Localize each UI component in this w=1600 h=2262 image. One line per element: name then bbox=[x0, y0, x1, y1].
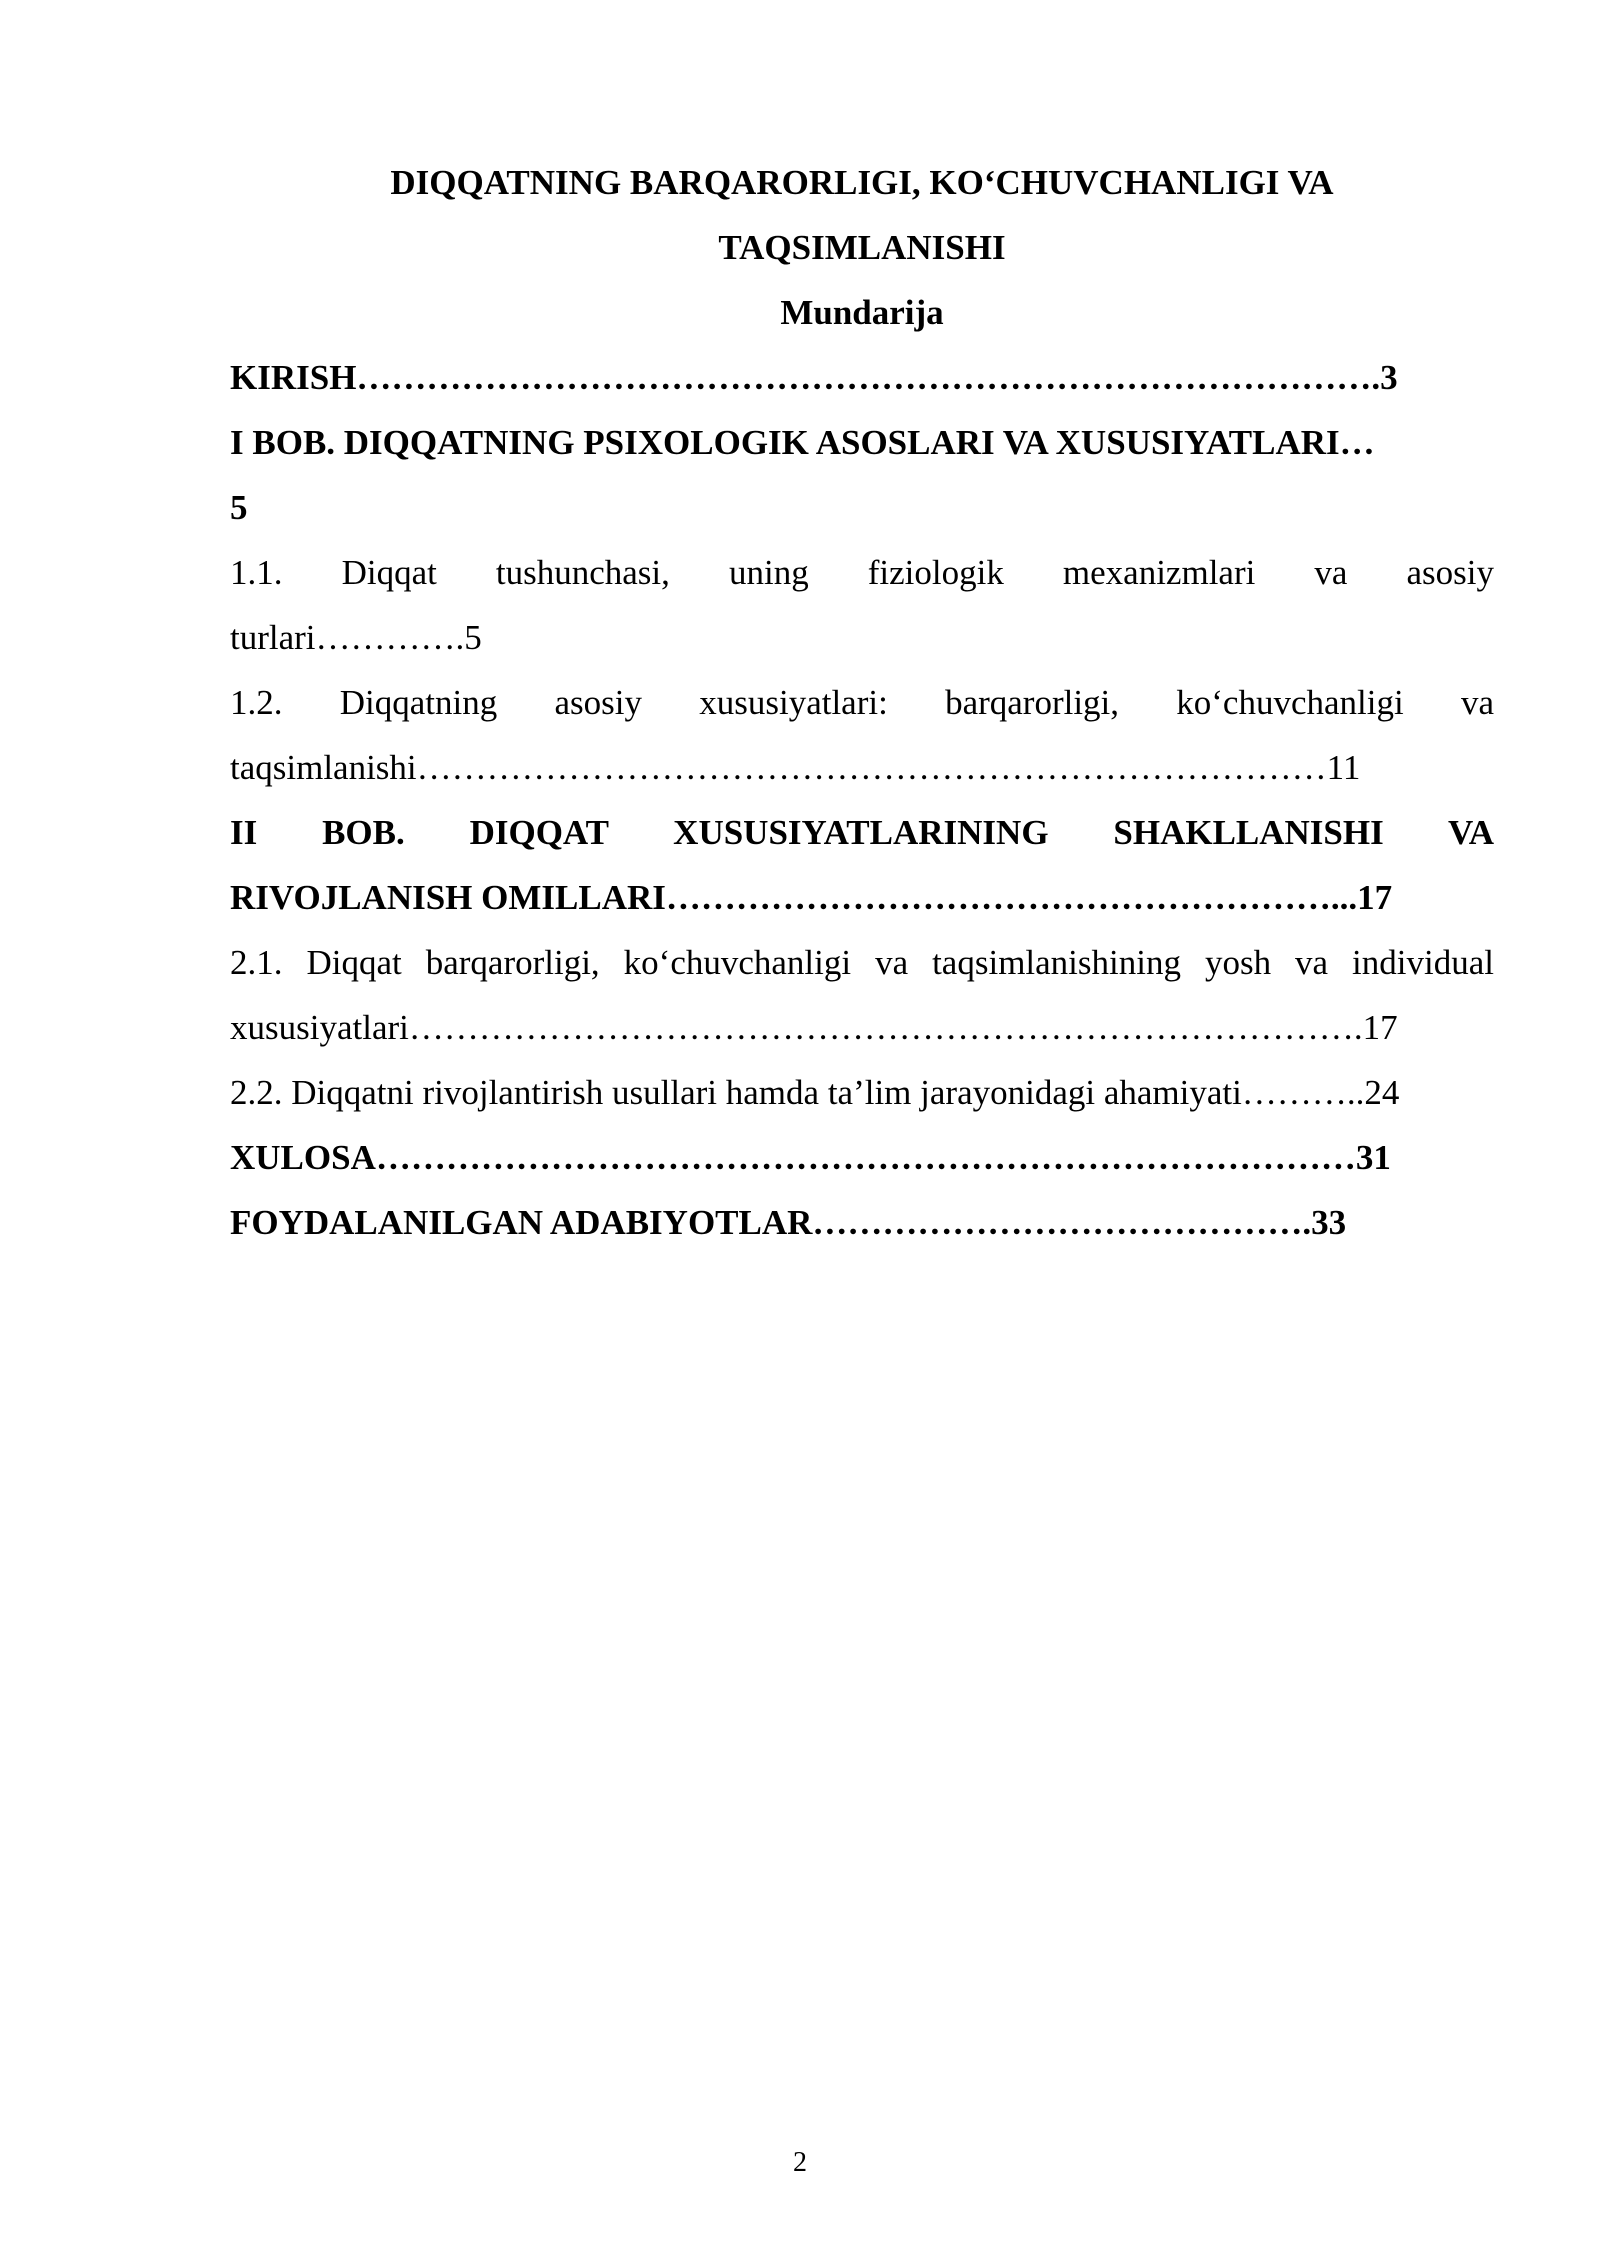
toc-heading: Mundarija bbox=[780, 293, 944, 332]
toc-entry-1-1: 1.1. Diqqat tushunchasi, uning fiziologik mexanizmlari va asosiy bbox=[230, 553, 1494, 592]
toc-entry-bob1: I BOB. DIQQATNING PSIXOLOGIK ASOSLARI VA XUSUSIYATLARI… bbox=[230, 423, 1375, 462]
toc-entry-bob2: II BOB. DIQQAT XUSUSIYATLARINING SHAKLLANISHI VA bbox=[230, 813, 1494, 852]
toc-entry-kirish: KIRISH…………………………………………………………………………….3 bbox=[230, 358, 1398, 397]
toc-entry-1-2-cont: taqsimlanishi……………………………………………………………………11 bbox=[230, 748, 1361, 787]
document-title-line-2: TAQSIMLANISHI bbox=[718, 228, 1006, 267]
page-content bbox=[230, 150, 1494, 1255]
toc-entry-bob1-page: 5 bbox=[230, 488, 248, 527]
toc-entry-adabiyotlar: FOYDALANILGAN ADABIYOTLAR…………………………………….33 bbox=[230, 1203, 1347, 1242]
toc-entry-2-1-cont: xususiyatlari……………………………………………………………………….17 bbox=[230, 1008, 1398, 1047]
toc-entry-xulosa: XULOSA…………………………………………………………………………31 bbox=[230, 1138, 1391, 1177]
page-number: 2 bbox=[793, 2147, 807, 2178]
toc-entry-1-2: 1.2. Diqqatning asosiy xususiyatlari: barqarorligi, ko‘chuvchanligi va bbox=[230, 683, 1494, 722]
toc-entry-bob2-cont: RIVOJLANISH OMILLARI…………………………………………………...17 bbox=[230, 878, 1393, 917]
document-title-line-1: DIQQATNING BARQARORLIGI, KO‘CHUVCHANLIGI VA bbox=[390, 163, 1334, 202]
toc-entry-1-1-cont: turlari………….5 bbox=[230, 618, 482, 657]
toc-entry-2-2: 2.2. Diqqatni rivojlantirish usullari hamda ta’lim jarayonidagi ahamiyati………..24 bbox=[230, 1073, 1400, 1112]
toc-entry-2-1: 2.1. Diqqat barqarorligi, ko‘chuvchanligi va taqsimlanishining yosh va individual bbox=[230, 943, 1494, 982]
